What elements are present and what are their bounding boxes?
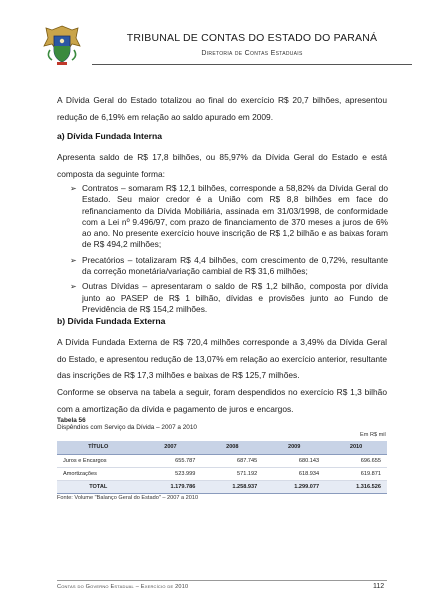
list-item: [70, 183, 388, 251]
table-cell: 571.192: [201, 467, 263, 480]
section-b-paragraph-2: Conforme se observa na tabela a seguir, foram despendidos no exercício R$ 1,3 bilhão com a amortização da dívida e pagamento de juros e encargos.: [57, 387, 387, 414]
table-cell: 687.745: [201, 454, 263, 467]
table-cell: 696.655: [325, 454, 387, 467]
arrow-bullet-icon: ➢: [70, 184, 77, 193]
table-cell: 655.787: [140, 454, 202, 467]
table-cell: 618.934: [263, 467, 325, 480]
column-header: 2007: [140, 441, 202, 454]
table-cell: 523.999: [140, 467, 202, 480]
table-source: Fonte: Volume "Balanço Geral do Estado" – 2007 a 2010: [57, 495, 199, 501]
intro-paragraph: A Dívida Geral do Estado totalizou ao final do exercício R$ 20,7 bilhões, apresentou redução de 6,19% em relação ao saldo apurado em 2009.: [57, 95, 387, 122]
column-header: 2010: [325, 441, 387, 454]
table-cell: 680.143: [263, 454, 325, 467]
arrow-bullet-icon: ➢: [70, 282, 77, 292]
column-header: TÍTULO: [57, 441, 140, 454]
table-header-row: [57, 441, 387, 454]
section-b-paragraph-1: A Dívida Fundada Externa de R$ 720,4 milhões corresponde a 3,49% da Dívida Geral do Estado, e apresentou redução de 13,07% em relação ao exercício anterior, resultante das inscrições de R$ 17,3 milhões e baixas de R$ 125,7 milhões.: [57, 337, 387, 380]
section-a-paragraph: Apresenta saldo de R$ 17,8 bilhões, ou 85,97% da Dívida Geral do Estado e está composta da seguinte forma:: [57, 152, 387, 179]
table-row: [57, 467, 387, 480]
table-unit: Em R$ mil: [360, 432, 386, 438]
table-cell: 1.258.937: [201, 480, 263, 493]
bullet-text: Contratos – somaram R$ 12,1 bilhões, corresponde a 58,82% da Dívida Geral do Estado. Seu maior credor é a União com R$ 8,8 bilhões em face do refinanciamento da Dívida Mobiliária, assinada em 31/03/1998, de conformidade com a Lei nº 9.496/97, com prazo de financiamento de 370 meses a juros de 6% ao ano. No presente exercício houve inscrição de R$ 1,2 bilhão e as baixas foram de R$ 494,2 milhões;: [82, 183, 388, 250]
table-cell: 1.179.786: [140, 480, 202, 493]
department-subtitle: Diretoria de Contas Estaduais: [201, 50, 303, 57]
section-a-bullet-list: [70, 183, 388, 319]
table-cell: Juros e Encargos: [57, 454, 140, 467]
table-cell: 1.299.077: [263, 480, 325, 493]
list-item: [70, 281, 388, 315]
page-number: 112: [373, 583, 385, 590]
footer-text: Contas do Governo Estadual – Exercício de 2010: [57, 584, 189, 590]
header-divider: [92, 64, 412, 65]
table-cell: 619.871: [325, 467, 387, 480]
table-cell: Amortizações: [57, 467, 140, 480]
institution-title: TRIBUNAL DE CONTAS DO ESTADO DO PARANÁ: [126, 32, 378, 44]
coat-of-arms-icon: [42, 24, 82, 66]
table-cell: 1.316.526: [325, 480, 387, 493]
section-b-heading: b) Dívida Fundada Externa: [57, 316, 166, 326]
list-item: [70, 255, 388, 278]
bullet-text: Precatórios – totalizaram R$ 4,4 bilhões, com crescimento de 0,72%, resultante da correção monetária/variação cambial de R$ 31,6 milhões;: [82, 254, 388, 277]
footer-divider: [57, 580, 387, 581]
column-header: 2008: [201, 441, 263, 454]
table-row: [57, 454, 387, 467]
debt-service-table: [57, 441, 387, 494]
bullet-text: Outras Dívidas – apresentaram o saldo de R$ 1,2 bilhão, composta por dívida junto ao PASEP de R$ 1 bilhão, dívidas e provisões junto ao Fundo de Previdência de R$ 154,2 milhões.: [82, 281, 388, 314]
page-header: [38, 22, 408, 66]
table-caption: Dispêndios com Serviço da Dívida – 2007 a 2010: [57, 424, 197, 431]
table-cell: TOTAL: [57, 480, 140, 493]
column-header: 2009: [263, 441, 325, 454]
section-a-heading: a) Dívida Fundada Interna: [57, 131, 163, 141]
table-total-row: [57, 480, 387, 493]
arrow-bullet-icon: ➢: [70, 255, 77, 265]
table-label: Tabela 56: [57, 417, 86, 424]
